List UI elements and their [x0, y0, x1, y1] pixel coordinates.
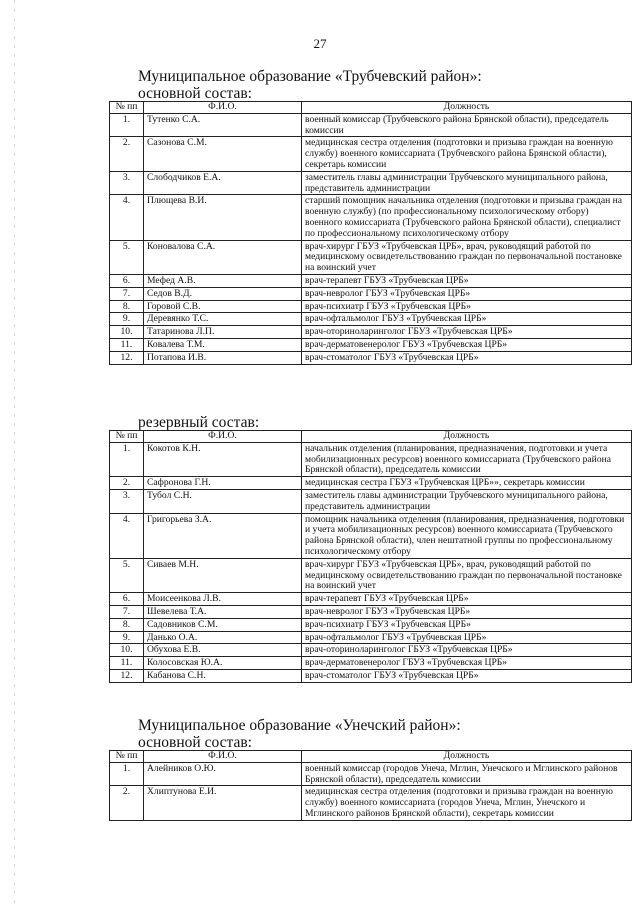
person-position: врач-дерматовенеролог ГБУЗ «Трубчевская ЦРБ» — [302, 657, 632, 670]
table-header-row — [110, 431, 632, 443]
person-name: Слободчиков Е.А. — [144, 171, 302, 195]
person-position: врач-хирург ГБУЗ «Трубчевская ЦРБ», врач, руководящий работой по медицинскому освидетельствованию граждан по первоначальной постановке на воинский учет — [302, 240, 632, 274]
table-row — [110, 593, 632, 606]
person-name: Седов В.Д. — [144, 287, 302, 300]
row-number: 1. — [110, 762, 144, 786]
person-name: Тубол С.Н. — [144, 489, 302, 513]
person-name: Кабанова С.Н. — [144, 669, 302, 682]
person-position: заместитель главы администрации Трубчевского муниципального района, представитель администрации — [302, 171, 632, 195]
row-number: 7. — [110, 605, 144, 618]
row-number: 2. — [110, 477, 144, 490]
section-heading-trubchevsk: Муниципальное образование «Трубчевский район»: — [138, 68, 482, 85]
table-row — [110, 300, 632, 313]
person-name: Деревянко Т.С. — [144, 313, 302, 326]
table-row — [110, 326, 632, 339]
person-name: Алейников О.Ю. — [144, 762, 302, 786]
person-position: врач-психиатр ГБУЗ «Трубчевская ЦРБ» — [302, 618, 632, 631]
row-number: 1. — [110, 113, 144, 137]
header-name: Ф.И.О. — [144, 751, 302, 763]
staff-table — [109, 101, 632, 365]
person-name: Мефед А.В. — [144, 274, 302, 287]
person-name: Ковалева Т.М. — [144, 338, 302, 351]
header-number: № пп — [110, 751, 144, 763]
person-name: Моисеенкова Л.В. — [144, 593, 302, 606]
row-number: 11. — [110, 338, 144, 351]
person-name: Данько О.А. — [144, 631, 302, 644]
person-position: врач-стоматолог ГБУЗ «Трубчевская ЦРБ» — [302, 669, 632, 682]
person-position: врач-невролог ГБУЗ «Трубчевская ЦРБ» — [302, 287, 632, 300]
header-position: Должность — [302, 102, 632, 114]
row-number: 2. — [110, 786, 144, 820]
header-name: Ф.И.О. — [144, 102, 302, 114]
person-position: врач-невролог ГБУЗ «Трубчевская ЦРБ» — [302, 605, 632, 618]
person-name: Коновалова С.А. — [144, 240, 302, 274]
person-position: врач-терапевт ГБУЗ «Трубчевская ЦРБ» — [302, 593, 632, 606]
table-row — [110, 195, 632, 240]
person-position: врач-оториноларинголог ГБУЗ «Трубчевская ЦРБ» — [302, 326, 632, 339]
row-number: 8. — [110, 300, 144, 313]
header-number: № пп — [110, 102, 144, 114]
row-number: 7. — [110, 287, 144, 300]
row-number: 10. — [110, 326, 144, 339]
person-name: Сиваев М.Н. — [144, 558, 302, 592]
table-row — [110, 513, 632, 558]
table-row — [110, 669, 632, 682]
row-number: 5. — [110, 558, 144, 592]
person-position: врач-оториноларинголог ГБУЗ «Трубчевская ЦРБ» — [302, 644, 632, 657]
person-position: медицинская сестра отделения (подготовки и призыва граждан на военную службу) военного комиссариата (городов Унеча, Мглин, Унечского и Мглинского районов Брянской области), секретарь комиссии — [302, 786, 632, 820]
person-position: врач-дерматовенеролог ГБУЗ «Трубчевская ЦРБ» — [302, 338, 632, 351]
person-name: Тутенко С.А. — [144, 113, 302, 137]
row-number: 2. — [110, 137, 144, 171]
row-number: 5. — [110, 240, 144, 274]
subsection-title-main: основной состав: — [138, 85, 252, 102]
table-row — [110, 171, 632, 195]
table-row — [110, 442, 632, 476]
person-name: Григорьева З.А. — [144, 513, 302, 558]
header-position: Должность — [302, 431, 632, 443]
row-number: 3. — [110, 171, 144, 195]
table-row — [110, 644, 632, 657]
person-name: Плющева В.И. — [144, 195, 302, 240]
table-row — [110, 631, 632, 644]
table-row — [110, 137, 632, 171]
table-row — [110, 287, 632, 300]
person-position: врач-терапевт ГБУЗ «Трубчевская ЦРБ» — [302, 274, 632, 287]
person-name: Горовой С.В. — [144, 300, 302, 313]
person-name: Шевелева Т.А. — [144, 605, 302, 618]
table-row — [110, 786, 632, 820]
table-row — [110, 274, 632, 287]
row-number: 12. — [110, 351, 144, 364]
person-position: врач-офтальмолог ГБУЗ «Трубчевская ЦРБ» — [302, 313, 632, 326]
table-row — [110, 605, 632, 618]
subsection-title-main: основной состав: — [138, 734, 252, 751]
row-number: 9. — [110, 631, 144, 644]
subsection-title-reserve: резервный состав: — [138, 414, 260, 431]
staff-table — [109, 430, 632, 683]
header-number: № пп — [110, 431, 144, 443]
staff-table — [109, 750, 632, 821]
header-name: Ф.И.О. — [144, 431, 302, 443]
person-position: врач-психиатр ГБУЗ «Трубчевская ЦРБ» — [302, 300, 632, 313]
table-row — [110, 313, 632, 326]
person-name: Обухова Е.В. — [144, 644, 302, 657]
table-row — [110, 558, 632, 592]
row-number: 10. — [110, 644, 144, 657]
person-position: военный комиссар (Трубчевского района Брянской области), председатель комиссии — [302, 113, 632, 137]
table-header-row — [110, 751, 632, 763]
person-name: Потапова И.В. — [144, 351, 302, 364]
person-name: Хлиптунова Е.И. — [144, 786, 302, 820]
row-number: 11. — [110, 657, 144, 670]
table-row — [110, 351, 632, 364]
table-row — [110, 489, 632, 513]
row-number: 9. — [110, 313, 144, 326]
person-position: врач-офтальмолог ГБУЗ «Трубчевская ЦРБ» — [302, 631, 632, 644]
person-position: военный комиссар (городов Унеча, Мглин, Унечского и Мглинского районов Брянской области), председатель комиссии — [302, 762, 632, 786]
table-header-row — [110, 102, 632, 114]
row-number: 8. — [110, 618, 144, 631]
person-name: Колосовская Ю.А. — [144, 657, 302, 670]
person-position: врач-стоматолог ГБУЗ «Трубчевская ЦРБ» — [302, 351, 632, 364]
person-position: медицинская сестра отделения (подготовки и призыва граждан на военную службу) военного комиссариата (Трубчевского района Брянской области), секретарь комиссии — [302, 137, 632, 171]
table-row — [110, 240, 632, 274]
table-row — [110, 338, 632, 351]
person-name: Сафронова Г.Н. — [144, 477, 302, 490]
person-name: Татаринова Л.П. — [144, 326, 302, 339]
row-number: 1. — [110, 442, 144, 476]
row-number: 12. — [110, 669, 144, 682]
row-number: 4. — [110, 195, 144, 240]
row-number: 3. — [110, 489, 144, 513]
person-position: старший помощник начальника отделения (подготовки и призыва граждан на военную службу) (по профессиональному психологическому отбору) военного комиссариата (Трубчевского района Брянской области), специалист по профессиональному психологическому отбору — [302, 195, 632, 240]
person-position: заместитель главы администрации Трубчевского муниципального района, представитель администрации — [302, 489, 632, 513]
table-row — [110, 113, 632, 137]
table-row — [110, 477, 632, 490]
table-row — [110, 657, 632, 670]
header-position: Должность — [302, 751, 632, 763]
table-row — [110, 762, 632, 786]
person-name: Садовников С.М. — [144, 618, 302, 631]
person-name: Сазонова С.М. — [144, 137, 302, 171]
section-heading-unecha: Муниципальное образование «Унечский район»: — [138, 717, 461, 734]
row-number: 6. — [110, 274, 144, 287]
row-number: 4. — [110, 513, 144, 558]
scan-margin-marks — [14, 0, 15, 905]
row-number: 6. — [110, 593, 144, 606]
person-position: врач-хирург ГБУЗ «Трубчевская ЦРБ», врач, руководящий работой по медицинскому освидетельствованию граждан по первоначальной постановке на воинский учет — [302, 558, 632, 592]
table-row — [110, 618, 632, 631]
person-position: помощник начальника отделения (планирования, предназначения, подготовки и учета мобилизационных ресурсов) военного комиссариата (Трубчевского района Брянской области), член нештатной группы по профессиональному психологическому отбору — [302, 513, 632, 558]
person-position: медицинская сестра ГБУЗ «Трубчевская ЦРБ»», секретарь комиссии — [302, 477, 632, 490]
person-position: начальник отделения (планирования, предназначения, подготовки и учета мобилизационных ресурсов) военного комиссариата (Трубчевского района Брянской области), председатель комиссии — [302, 442, 632, 476]
page-number: 27 — [313, 36, 327, 51]
person-name: Кокотов К.Н. — [144, 442, 302, 476]
